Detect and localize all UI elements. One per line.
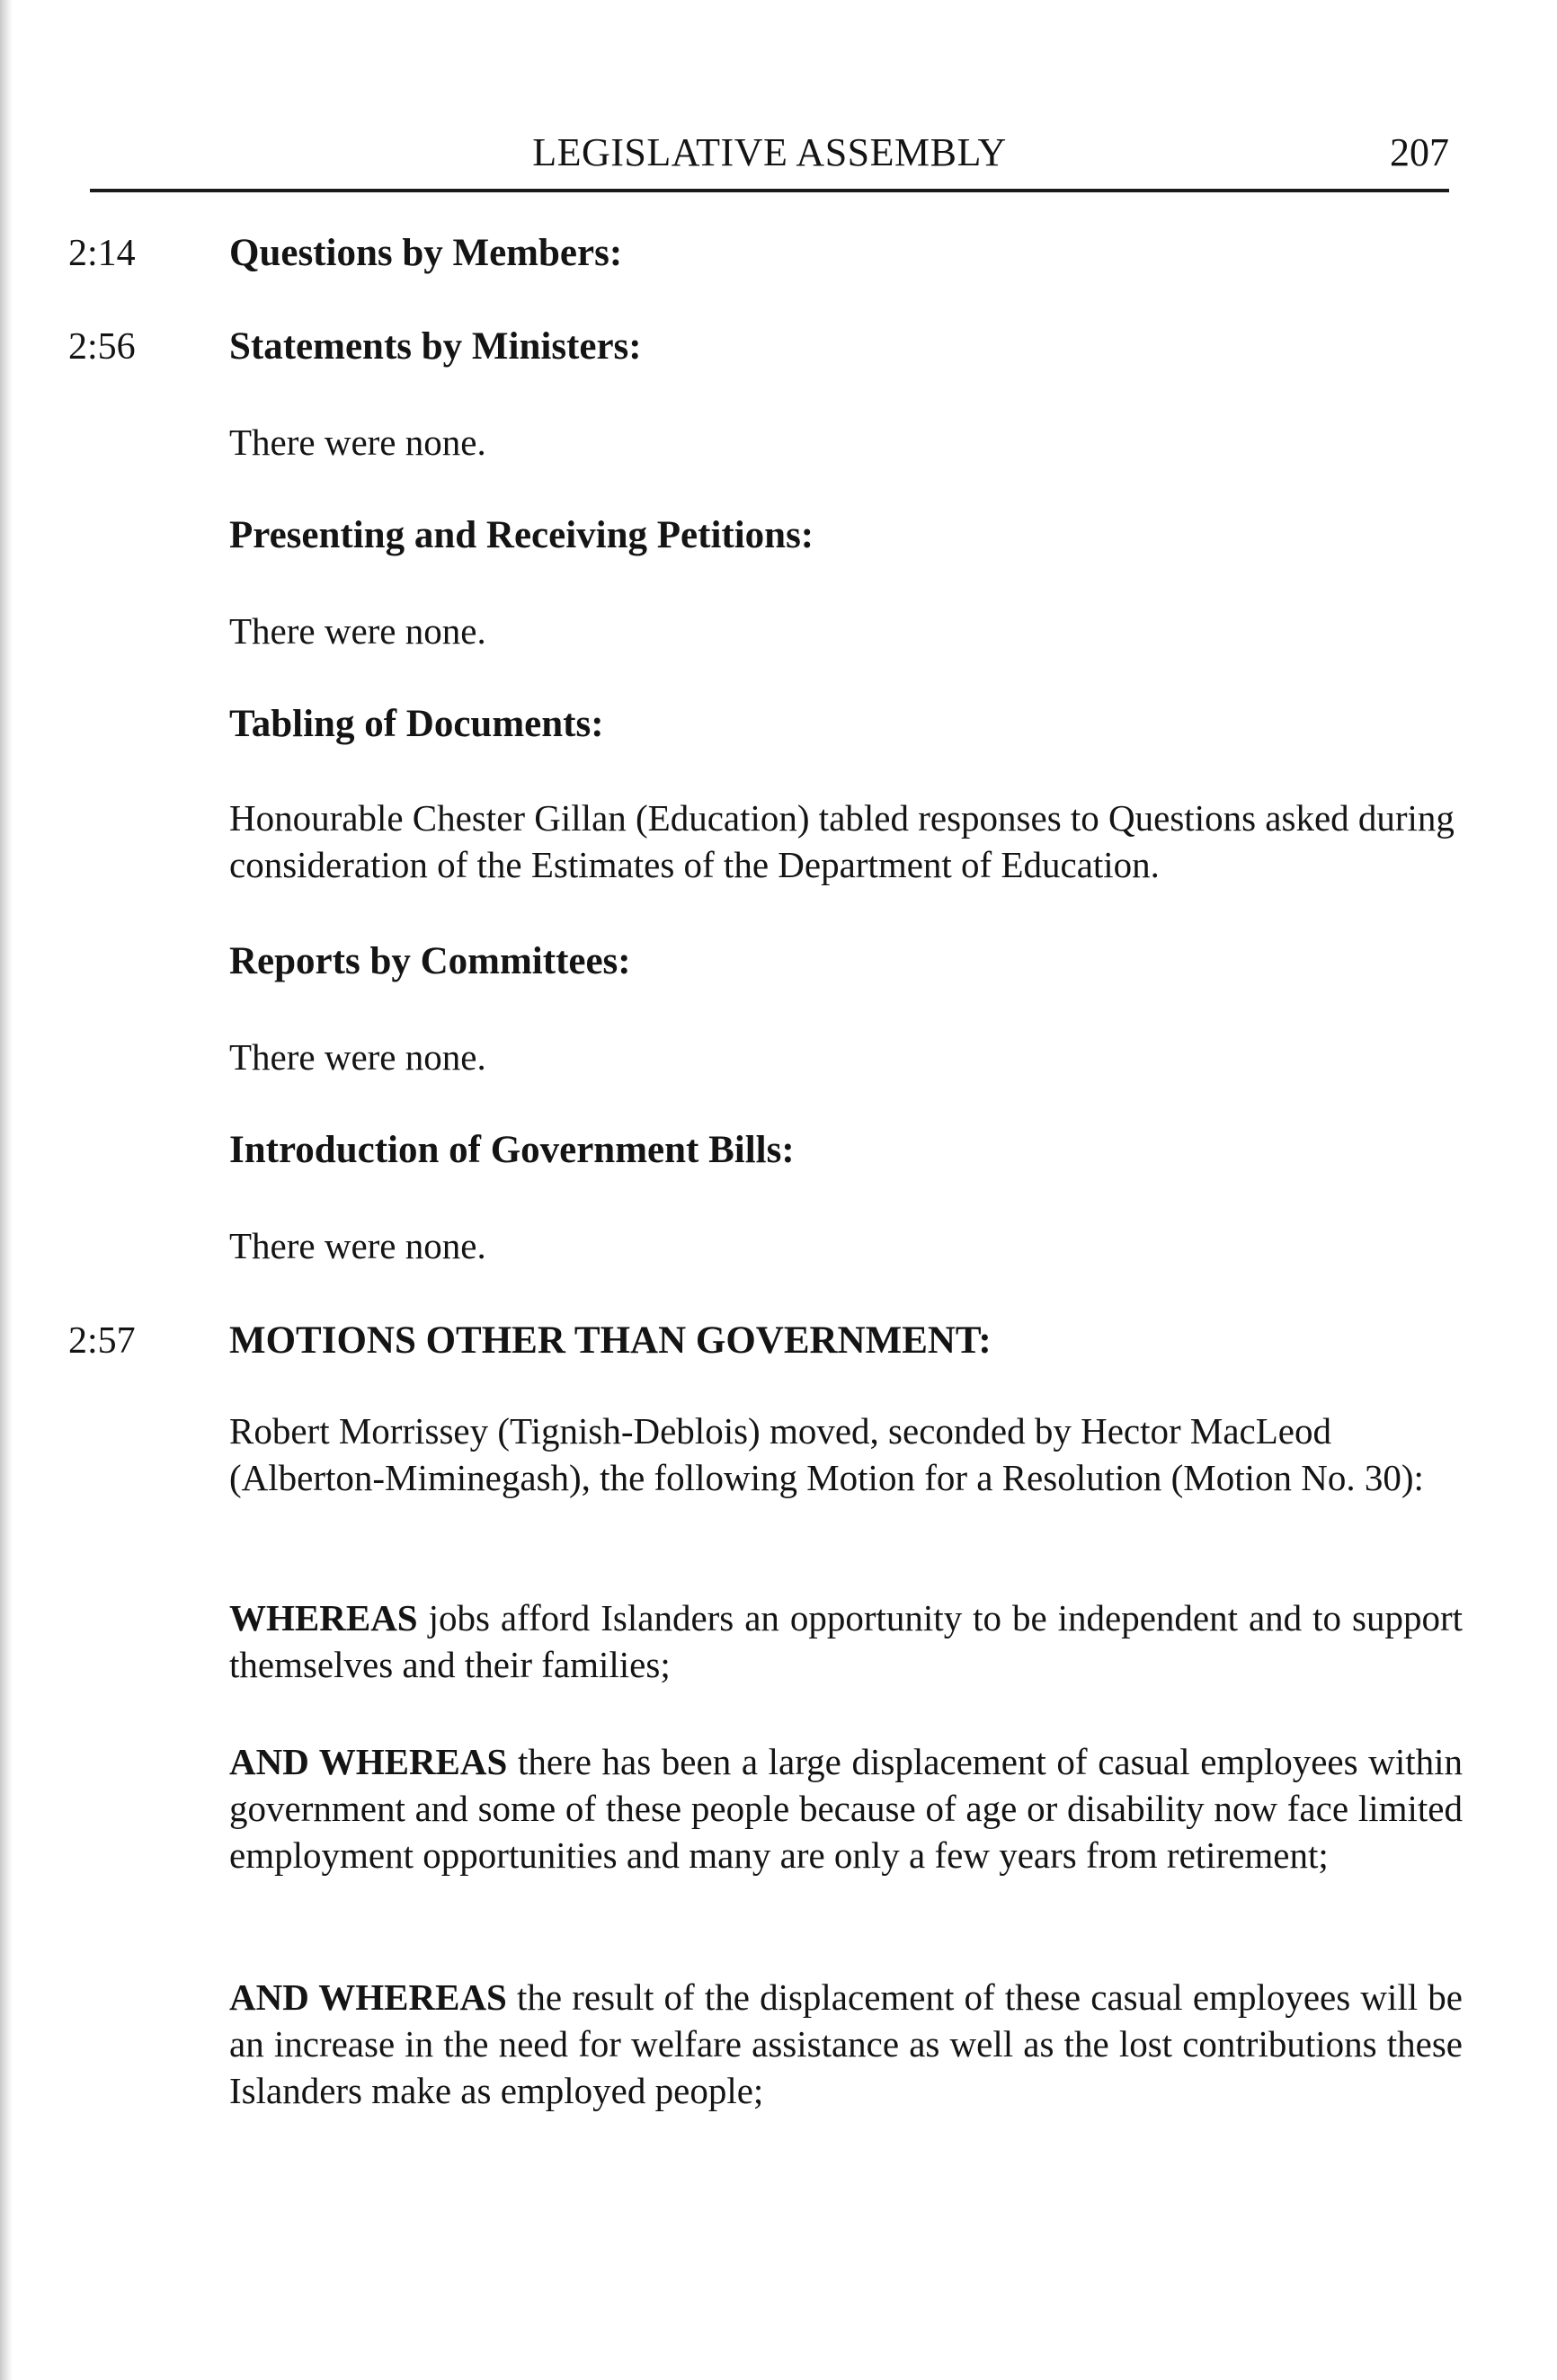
time-stamp: 2:56 [68, 326, 136, 368]
section-tabling [229, 701, 1463, 748]
page-header [90, 126, 1449, 192]
whereas-lead: AND WHEREAS [229, 1741, 508, 1782]
whereas-lead: AND WHEREAS [229, 1976, 507, 2018]
section-committees [229, 938, 1463, 985]
time-stamp: 2:57 [68, 1320, 136, 1362]
whereas-clause-3 [229, 1974, 1463, 2114]
whereas-clause-2 [229, 1738, 1463, 1878]
whereas-clause-1 [229, 1594, 1463, 1688]
section-heading: Reports by Committees: [229, 940, 631, 982]
section-body: There were none. [229, 610, 486, 652]
section-gov-bills [229, 1127, 1463, 1174]
section-heading: Introduction of Government Bills: [229, 1129, 795, 1171]
whereas-text: jobs afford Islanders an opportunity to be independent and to support themselves and their families; [229, 1597, 1463, 1685]
section-body: There were none. [229, 1036, 486, 1078]
section-petitions [229, 512, 1463, 559]
scan-edge-shadow [0, 0, 13, 2380]
section-heading: Statements by Ministers: [229, 325, 642, 368]
whereas-paragraph [229, 1738, 1463, 1878]
section-body: Honourable Chester Gillan (Education) tabled responses to Questions asked during consideration of the Estimates of the Department of Education. [229, 797, 1455, 885]
section-heading: MOTIONS OTHER THAN GOVERNMENT: [229, 1319, 992, 1362]
whereas-text: the result of the displacement of these casual employees will be an increase in the need for welfare assistance as well as the lost contributions these Islanders make as employed people; [229, 1976, 1463, 2111]
section-heading: Questions by Members: [229, 232, 623, 274]
section-petitions-body [229, 608, 1463, 654]
running-head: LEGISLATIVE ASSEMBLY [532, 130, 1007, 174]
whereas-text: there has been a large displacement of casual employees within government and some of these people because of age or disability now face limited employment opportunities and many are only a few years from retirement; [229, 1741, 1463, 1876]
section-questions [229, 230, 1463, 277]
section-heading: Tabling of Documents: [229, 703, 604, 745]
section-gov-bills-body [229, 1222, 1463, 1269]
motion-intro-text: Robert Morrissey (Tignish-Deblois) moved, seconded by Hector MacLeod (Alberton-Miminegash), the following Motion for a Resolution (Motion No. 30): [229, 1410, 1424, 1498]
whereas-paragraph [229, 1594, 1463, 1688]
motion-intro [229, 1408, 1463, 1501]
section-committees-body [229, 1034, 1463, 1080]
section-statements-body [229, 419, 1463, 466]
section-heading: Presenting and Receiving Petitions: [229, 514, 814, 556]
whereas-lead: WHEREAS [229, 1597, 418, 1638]
time-stamp: 2:14 [68, 233, 136, 274]
section-body: There were none. [229, 1225, 486, 1266]
section-tabling-body [229, 795, 1463, 888]
section-body: There were none. [229, 422, 486, 463]
whereas-paragraph [229, 1974, 1463, 2114]
page-number: 207 [1390, 130, 1449, 174]
section-motions [229, 1318, 1463, 1364]
section-statements [229, 324, 1463, 370]
